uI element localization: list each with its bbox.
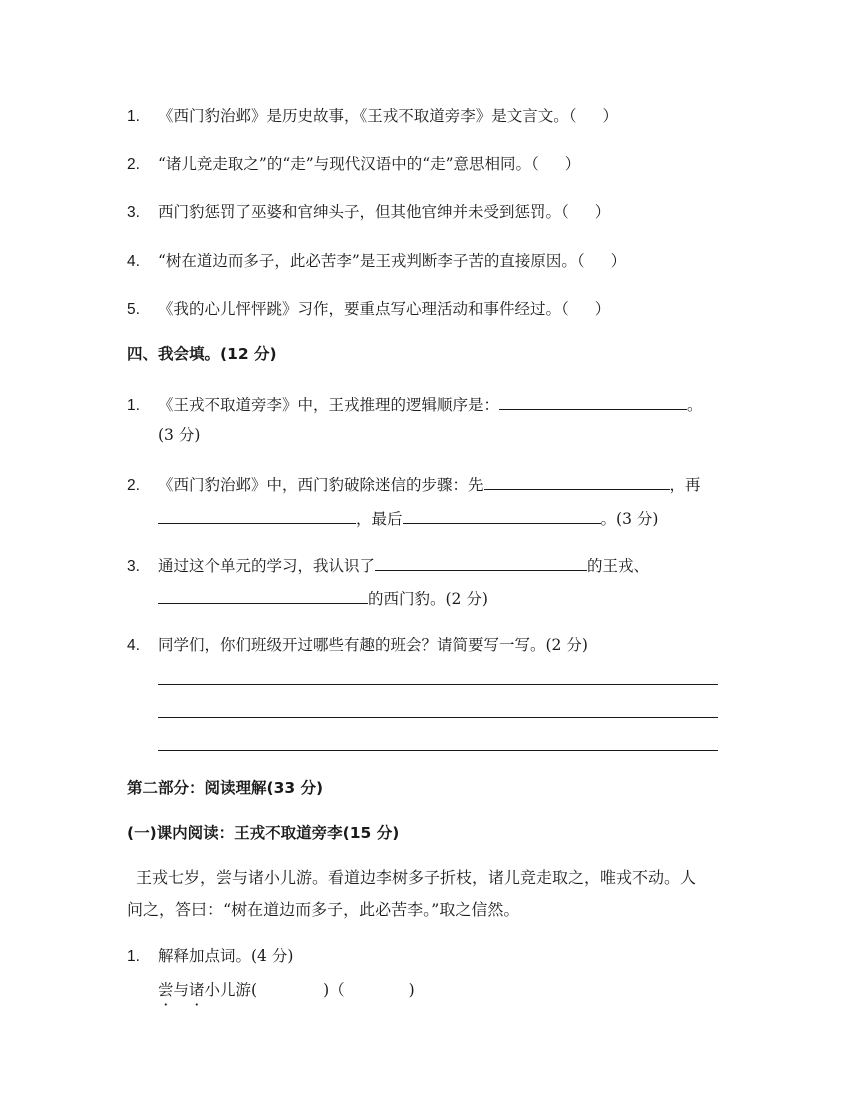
paren-end: ) (408, 981, 415, 999)
item-number: 2. (127, 156, 140, 173)
question-text: 解释加点词。(4 分) (158, 947, 294, 965)
answer-line-1[interactable] (158, 684, 718, 685)
item-text: “诸儿竞走取之”的“走”与现代汉语中的“走”意思相同。（ (158, 155, 539, 173)
answer-blank[interactable] (499, 393, 687, 410)
fill-question-2-line2 (158, 507, 658, 529)
question-text: 通过这个单元的学习，我认识了 (158, 557, 376, 575)
item-number: 2. (127, 477, 140, 494)
reading-question-1 (127, 946, 293, 967)
section-heading-fill: 四、我会填。(12 分) (127, 345, 277, 363)
question-last: ，最后 (356, 510, 403, 528)
judge-item-5 (127, 299, 610, 320)
part-heading-reading: 第二部分：阅读理解(33 分) (127, 779, 324, 797)
judge-item-1 (127, 106, 618, 127)
answer-paren-close: ） (564, 155, 581, 173)
paren-mid: )（ (323, 981, 345, 999)
question-text: 《西门豹治邺》中，西门豹破除迷信的步骤：先 (158, 476, 484, 494)
fill-question-3-line2 (158, 587, 488, 609)
question-end: 。 (687, 396, 703, 414)
subsection-heading: (一)课内阅读：王戎不取道旁李(15 分) (127, 824, 400, 842)
item-number: 4. (127, 253, 140, 270)
question-text: 《王戎不取道旁李》中，王戎推理的逻辑顺序是： (158, 396, 500, 414)
question-mid: 的王戎、 (587, 557, 650, 575)
item-number: 5. (127, 301, 140, 318)
passage-line-1: 王戎七岁，尝与诸小儿游。看道边李树多子折枝，诸儿竞走取之，唯戎不动。人 (136, 868, 697, 887)
answer-blank-wangrong[interactable] (375, 554, 587, 571)
reading-question-1-line2 (158, 980, 415, 1000)
item-text: 西门豹惩罚了巫婆和官绅头子，但其他官绅并未受到惩罚。（ (158, 203, 569, 221)
answer-paren-close: ） (594, 300, 611, 318)
fill-question-1-score: (3 分) (158, 426, 201, 444)
judge-item-2 (127, 154, 580, 175)
answer-blank-then[interactable] (158, 507, 356, 524)
answer-blank-ximenbao[interactable] (158, 587, 368, 604)
answer-line-3[interactable] (158, 750, 718, 751)
item-number: 1. (127, 108, 140, 125)
question-end: 。(3 分) (600, 510, 659, 528)
item-text: 《西门豹治邺》是历史故事，《王戎不取道旁李》是文言文。（ (158, 107, 577, 125)
answer-line-2[interactable] (158, 717, 718, 718)
char-yu: 与 (173, 981, 190, 999)
judge-item-4 (127, 251, 626, 272)
item-number: 1. (127, 397, 140, 414)
item-text: “树在道边而多子，此必苦李”是王戎判断李子苦的直接原因。（ (158, 252, 585, 270)
item-number: 4. (127, 637, 140, 654)
answer-paren-close: ） (594, 203, 611, 221)
answer-paren-close: ） (610, 252, 627, 270)
answer-paren-close: ） (602, 107, 619, 125)
item-text: 《我的心儿怦怦跳》习作，要重点写心理活动和事件经过。（ (158, 300, 569, 318)
item-number: 3. (127, 558, 140, 575)
phrase-rest: 小儿游( (204, 981, 258, 999)
fill-question-2 (127, 473, 701, 496)
answer-blank-first[interactable] (484, 473, 670, 490)
dotted-char-chang: 尝 (158, 981, 174, 999)
question-text: 同学们，你们班级开过哪些有趣的班会？请简要写一写。(2 分) (158, 636, 588, 654)
item-number: 3. (127, 204, 140, 221)
fill-question-4 (127, 635, 588, 656)
dotted-char-zhu: 诸 (189, 981, 205, 999)
answer-blank-last[interactable] (403, 507, 601, 524)
fill-question-1 (127, 393, 703, 416)
passage-line-2: 问之，答曰：“树在道边而多子，此必苦李。”取之信然。 (127, 900, 520, 919)
fill-question-3 (127, 554, 649, 577)
question-end: 的西门豹。(2 分) (368, 590, 488, 608)
item-number: 1. (127, 948, 140, 965)
question-then: ，再 (669, 476, 701, 494)
judge-item-3 (127, 202, 610, 223)
